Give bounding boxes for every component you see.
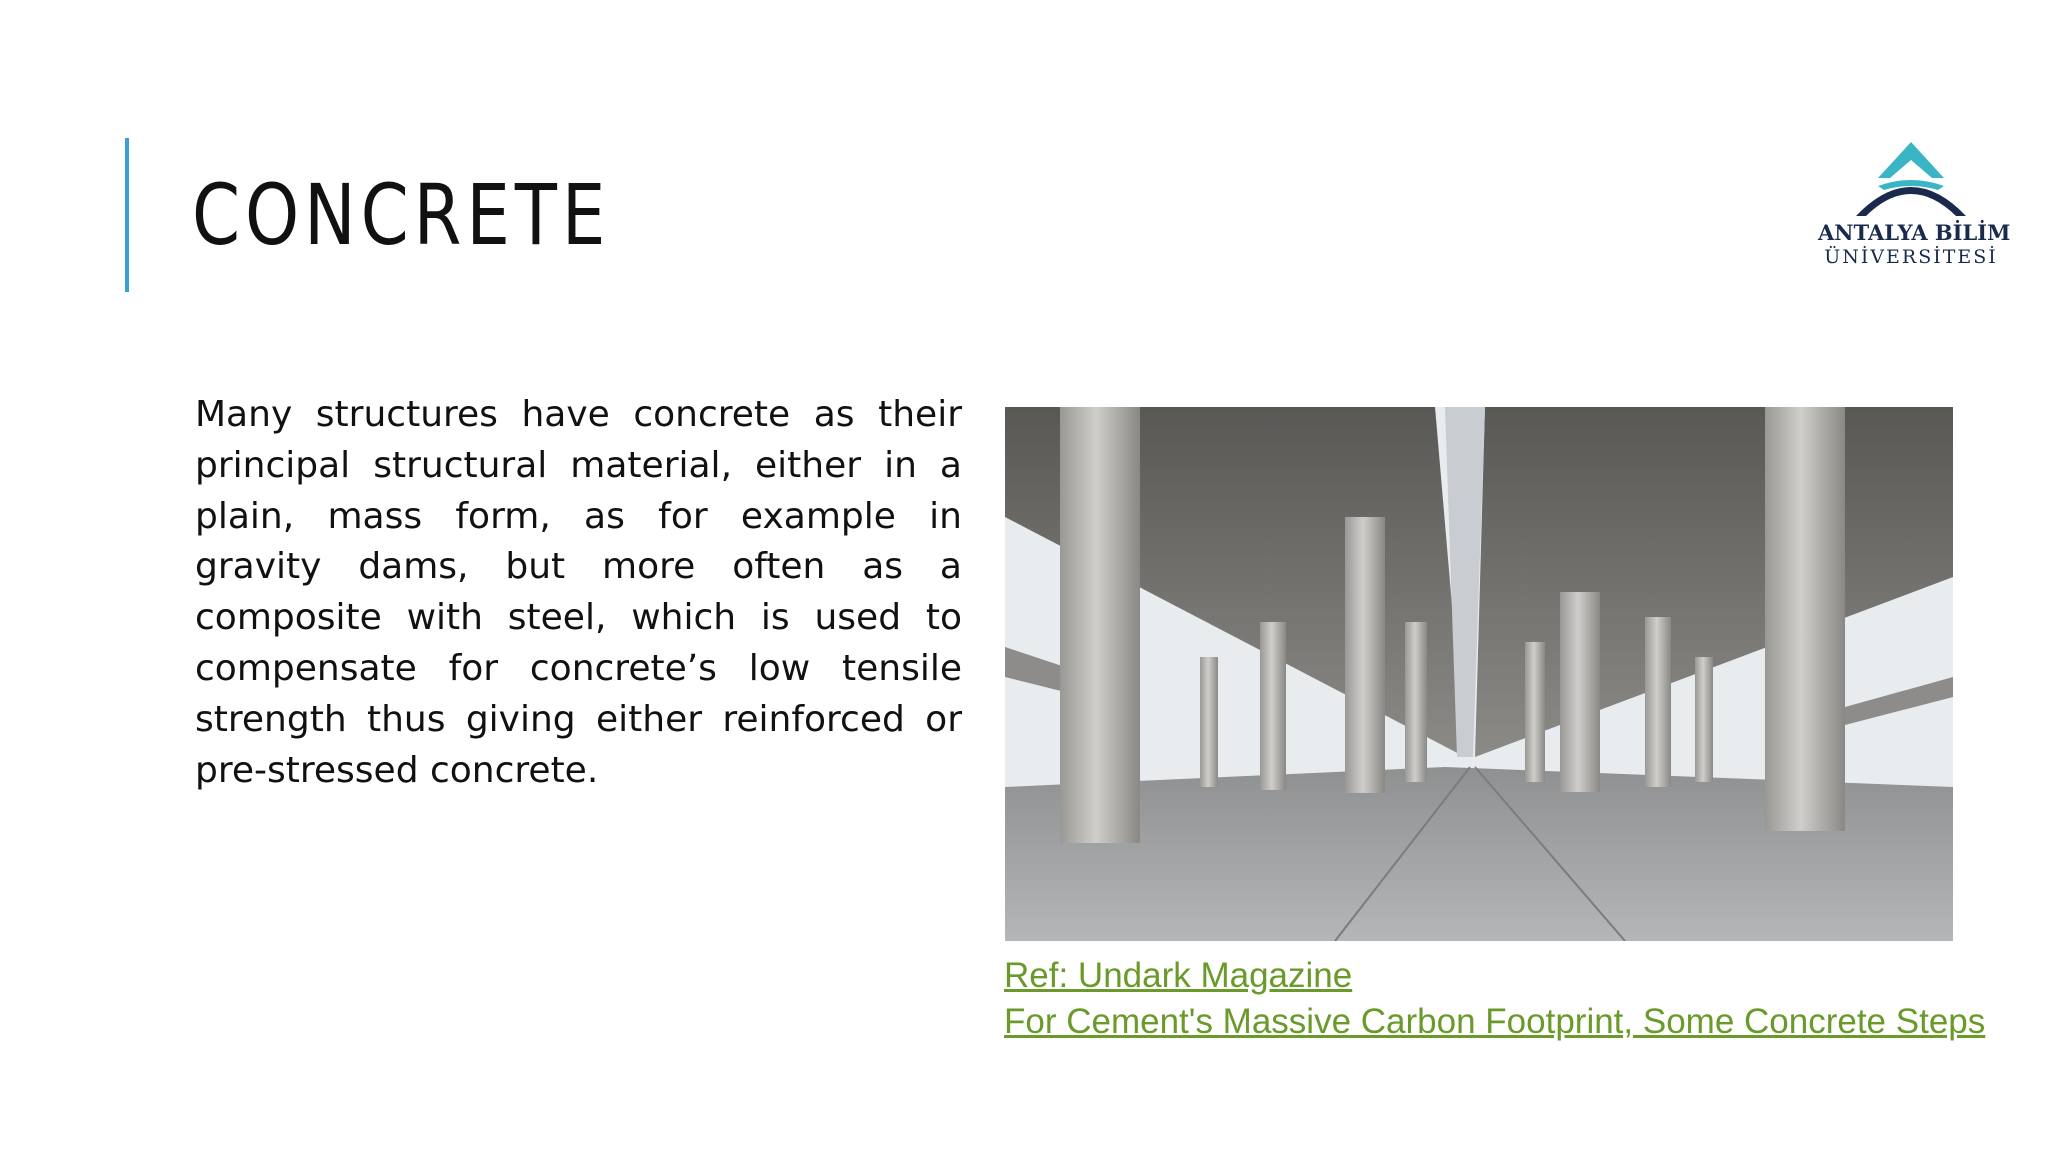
arch-logo-icon [1818, 138, 2004, 220]
references [1004, 953, 2004, 1045]
slide-title: CONCRETE [192, 166, 611, 264]
logo-name-line1: ANTALYA BİLİM [1818, 220, 2011, 245]
article-link[interactable]: For Cement's Massive Carbon Footprint, Some Concrete Steps [1004, 1002, 1986, 1041]
logo-name-line2: ÜNİVERSİTESİ [1824, 246, 1998, 268]
university-logo [1818, 138, 2011, 278]
source-link[interactable]: Ref: Undark Magazine [1004, 956, 1353, 995]
concrete-overpass-photo [1005, 407, 1953, 941]
title-accent-bar [125, 138, 129, 292]
body-paragraph: Many structures have concrete as their principal structural material, either in a plain, mass form, as for example in gravity dams, but more often as a composite with steel, which is used to compensate for concrete’s low tensile strength thus giving either reinforced or pre-stressed concrete. [195, 394, 962, 791]
